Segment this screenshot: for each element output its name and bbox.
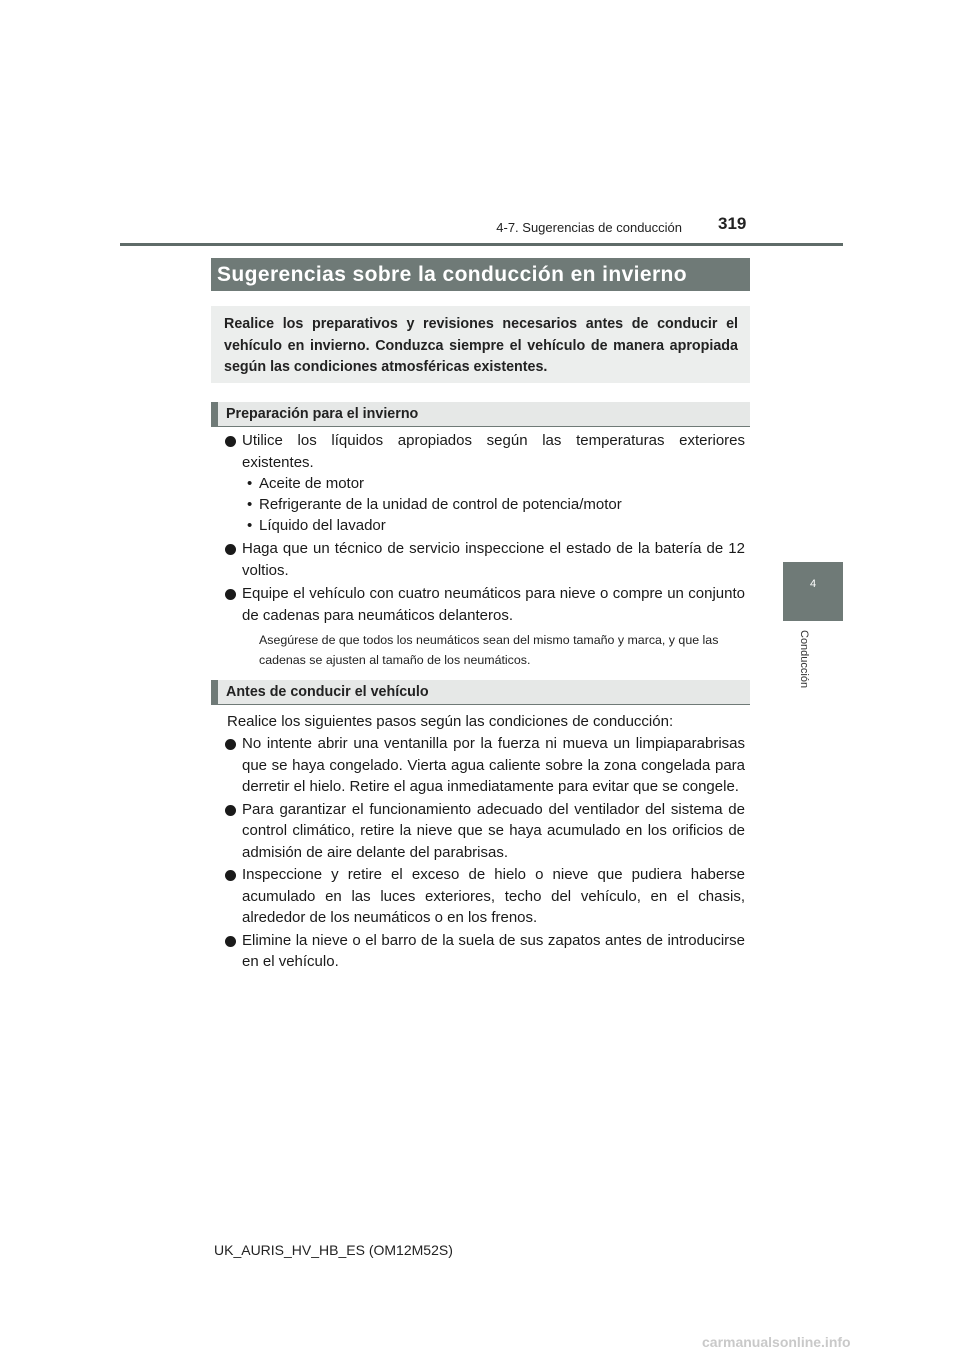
- list-item-text: Inspeccione y retire el exceso de hielo o nieve que pudiera haberse acumulado en las luces exteriores, techo del vehículo, en el chasis, alrededor de los neumáticos o en los frenos.: [242, 866, 745, 926]
- page-number: 319: [718, 214, 747, 233]
- list-item: [225, 799, 745, 864]
- chapter-number: 4: [809, 578, 817, 590]
- list-item-text: Haga que un técnico de servicio inspeccione el estado de la batería de 12 voltios.: [242, 540, 745, 579]
- header-section-title: 4-7. Sugerencias de conducción: [496, 220, 682, 235]
- list-item: [225, 930, 745, 973]
- list-item: [225, 733, 745, 798]
- winter-prep-list: [225, 430, 745, 627]
- tire-note: Asegúrese de que todos los neumáticos sean del mismo tamaño y marca, y que las cadenas se ajusten al tamaño de los neumáticos.: [259, 633, 719, 667]
- page-title: Sugerencias sobre la conducción en invierno: [211, 258, 750, 291]
- sub-item: • Líquido del lavador: [247, 515, 745, 536]
- footer-document-code: UK_AURIS_HV_HB_ES (OM12M52S): [214, 1242, 453, 1258]
- list-item: [225, 583, 745, 626]
- bullet-icon: [225, 805, 236, 816]
- list-item-text: Utilice los líquidos apropiados según las temperaturas exteriores existentes.: [242, 432, 745, 471]
- chapter-tab[interactable]: [783, 562, 843, 621]
- section-heading-before-driving: Antes de conducir el vehículo: [211, 680, 750, 705]
- bullet-icon: [225, 870, 236, 881]
- chapter-label: Conducción: [798, 630, 810, 689]
- fluid-sublist: [242, 473, 745, 536]
- list-item-text: Elimine la nieve o el barro de la suela de sus zapatos antes de introducirse en el vehículo.: [242, 931, 745, 970]
- watermark: carmanualsonline.info: [702, 1334, 851, 1350]
- list-item-text: Para garantizar el funcionamiento adecuado del ventilador del sistema de control climático, retire la nieve que se haya acumulado en los orificios de admisión de aire delante del parabrisas.: [242, 800, 745, 861]
- bullet-icon: [225, 436, 236, 447]
- sub-item: • Refrigerante de la unidad de control de potencia/motor: [247, 494, 745, 515]
- intro-box: Realice los preparativos y revisiones necesarios antes de conducir el vehículo en invierno. Conduzca siempre el vehículo de manera apropiada según las condiciones atmosféricas existentes.: [211, 306, 750, 383]
- list-item: [225, 864, 745, 929]
- bullet-icon: [225, 739, 236, 750]
- header-rule: [120, 243, 843, 246]
- list-item: [225, 538, 745, 581]
- list-item-text: No intente abrir una ventanilla por la fuerza ni mueva un limpiaparabrisas que se haya congelado. Vierta agua caliente sobre la zona congelada para derretir el hielo. Retire el agua inmediatamente para evitar que se congele.: [242, 735, 745, 795]
- list-item: [225, 430, 745, 536]
- bullet-icon: [225, 936, 236, 947]
- before-driving-lead: Realice los siguientes pasos según las condiciones de conducción:: [227, 713, 674, 730]
- sub-item: • Aceite de motor: [247, 473, 745, 494]
- before-driving-list: [225, 733, 745, 974]
- list-item-text: Equipe el vehículo con cuatro neumáticos para nieve o compre un conjunto de cadenas para neumáticos delanteros.: [242, 585, 745, 624]
- bullet-icon: [225, 589, 236, 600]
- bullet-icon: [225, 544, 236, 555]
- section-heading-winter-prep: Preparación para el invierno: [211, 402, 750, 427]
